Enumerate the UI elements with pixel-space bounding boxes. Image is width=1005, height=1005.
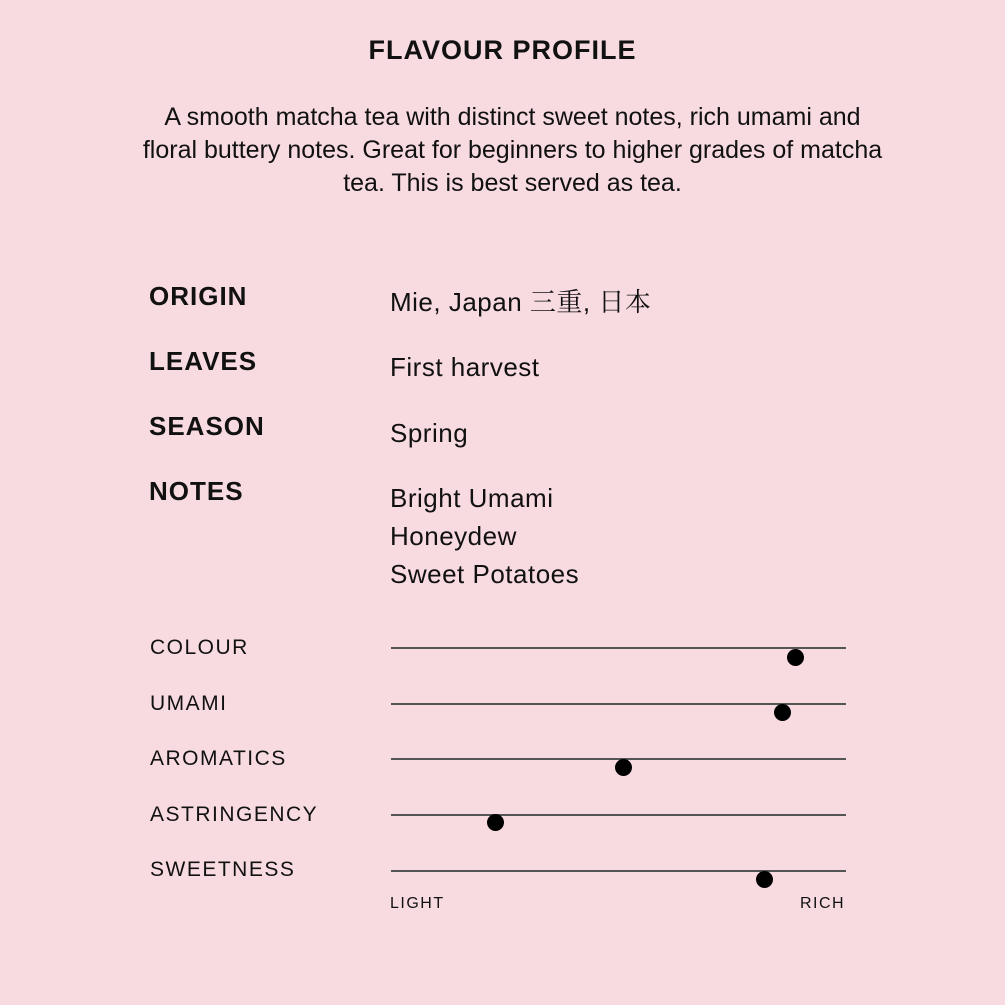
leaves-value: First harvest	[390, 352, 540, 382]
notes-label: NOTES	[149, 476, 244, 506]
page-title: FLAVOUR PROFILE	[368, 35, 637, 65]
slider-dot-aromatics	[615, 759, 632, 776]
slider-track-sweetness	[391, 870, 846, 872]
slider-label-aromatics: AROMATICS	[150, 747, 287, 770]
slider-dot-colour	[787, 649, 804, 666]
slider-label-sweetness: SWEETNESS	[150, 858, 296, 881]
slider-label-colour: COLOUR	[150, 636, 249, 659]
description: A smooth matcha tea with distinct sweet notes, rich umami and floral buttery notes. Great for beginners to higher grades of matcha tea. This is best served as tea.	[142, 103, 883, 197]
season-label: SEASON	[149, 411, 265, 441]
note-item: Honeydew	[390, 521, 517, 551]
note-item: Sweet Potatoes	[390, 559, 580, 589]
leaves-label: LEAVES	[149, 346, 258, 376]
scale-min-label: LIGHT	[390, 895, 445, 912]
scale-max-label: RICH	[800, 895, 846, 912]
slider-track-colour	[391, 647, 846, 649]
slider-dot-astringency	[487, 814, 504, 831]
note-item: Bright Umami	[390, 483, 554, 513]
slider-dot-umami	[774, 704, 791, 721]
season-value: Spring	[390, 418, 469, 448]
slider-dot-sweetness	[756, 871, 773, 888]
origin-value: Mie, Japan 三重, 日本	[390, 287, 652, 317]
origin-label: ORIGIN	[149, 281, 248, 311]
slider-label-astringency: ASTRINGENCY	[150, 803, 319, 826]
notes-list	[390, 479, 579, 593]
slider-track-astringency	[391, 814, 846, 816]
slider-label-umami: UMAMI	[150, 692, 228, 715]
